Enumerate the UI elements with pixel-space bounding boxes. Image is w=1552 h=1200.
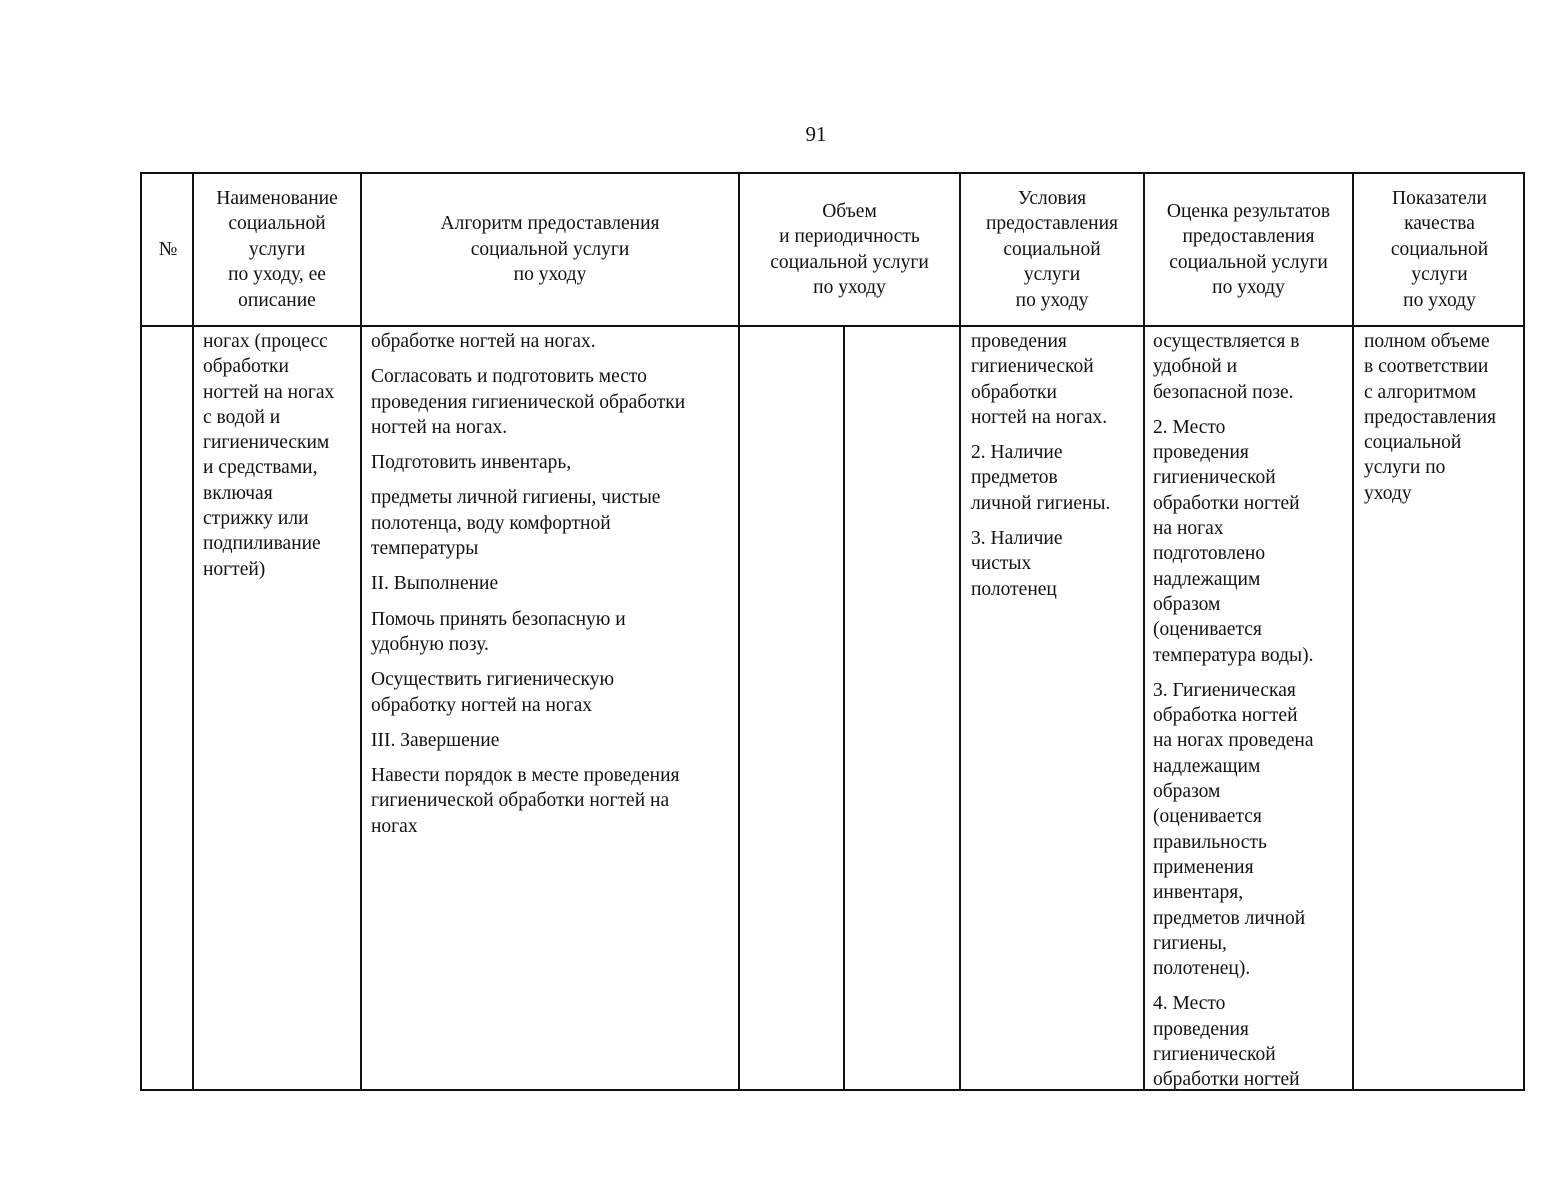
header-conditions: Условия предоставления социальной услуги по уходу: [986, 187, 1118, 311]
service-table: [140, 172, 1525, 1091]
evaluation-item: 3. Гигиеническая обработка ногтей на ногах проведена надлежащим образом (оценивается правильность применения инвентаря, предметов личной гигиены, полотенец).: [1153, 679, 1314, 980]
algorithm-step: Осуществить гигиеническую обработку ногтей на ногах: [371, 669, 615, 716]
cell-quality: полном объеме в соответствии с алгоритмом предоставления социальной услуги по уходу: [1364, 331, 1496, 504]
cell-volume-right: [845, 327, 959, 1089]
cell-number: [142, 327, 192, 1089]
page-number: 91: [805, 122, 827, 146]
cell-evaluation: [1153, 327, 1352, 1089]
algorithm-step: Согласовать и подготовить место проведения гигиенической обработки ногтей на ногах.: [371, 366, 686, 438]
condition-item: проведения гигиенической обработки ногтей на ногах.: [971, 331, 1108, 428]
evaluation-item: 4. Место проведения гигиенической обработки ногтей: [1153, 993, 1300, 1089]
header-volume: Объем и периодичность социальной услуги по уходу: [770, 200, 929, 298]
header-number: №: [158, 238, 178, 260]
header-quality: Показатели качества социальной услуги по уходу: [1390, 187, 1489, 311]
algorithm-step: предметы личной гигиены, чистые полотенца, воду комфортной температуры: [371, 487, 661, 560]
algorithm-step: Навести порядок в месте проведения гигиенической обработки ногтей на ногах: [371, 765, 680, 837]
header-algorithm: Алгоритм предоставления социальной услуги по уходу: [440, 213, 660, 286]
algorithm-step: Помочь принять безопасную и удобную позу.: [371, 608, 626, 655]
evaluation-item: 2. Место проведения гигиенической обработки ногтей на ногах подготовлено надлежащим образом (оценивается температура воды).: [1153, 416, 1314, 666]
cell-service-name: ногах (процесс обработки ногтей на ногах с водой и гигиеническим и средствами, включая стрижку или подпиливание ногтей): [203, 331, 335, 580]
cell-algorithm: [371, 327, 737, 1089]
condition-item: 2. Наличие предметов личной гигиены.: [971, 442, 1111, 514]
header-evaluation: Оценка результатов предоставления социальной услуги по уходу: [1166, 200, 1331, 298]
algorithm-section-heading: II. Выполнение: [371, 573, 499, 595]
header-service-name: Наименование социальной услуги по уходу, ее описание: [216, 187, 338, 311]
cell-conditions: [971, 327, 1143, 1089]
evaluation-item: осуществляется в удобной и безопасной позе.: [1153, 331, 1300, 403]
algorithm-step: Подготовить инвентарь,: [371, 452, 572, 474]
algorithm-step: обработке ногтей на ногах.: [371, 331, 596, 352]
condition-item: 3. Наличие чистых полотенец: [971, 528, 1063, 600]
algorithm-section-heading: III. Завершение: [371, 729, 500, 751]
cell-volume-left: [740, 327, 843, 1089]
